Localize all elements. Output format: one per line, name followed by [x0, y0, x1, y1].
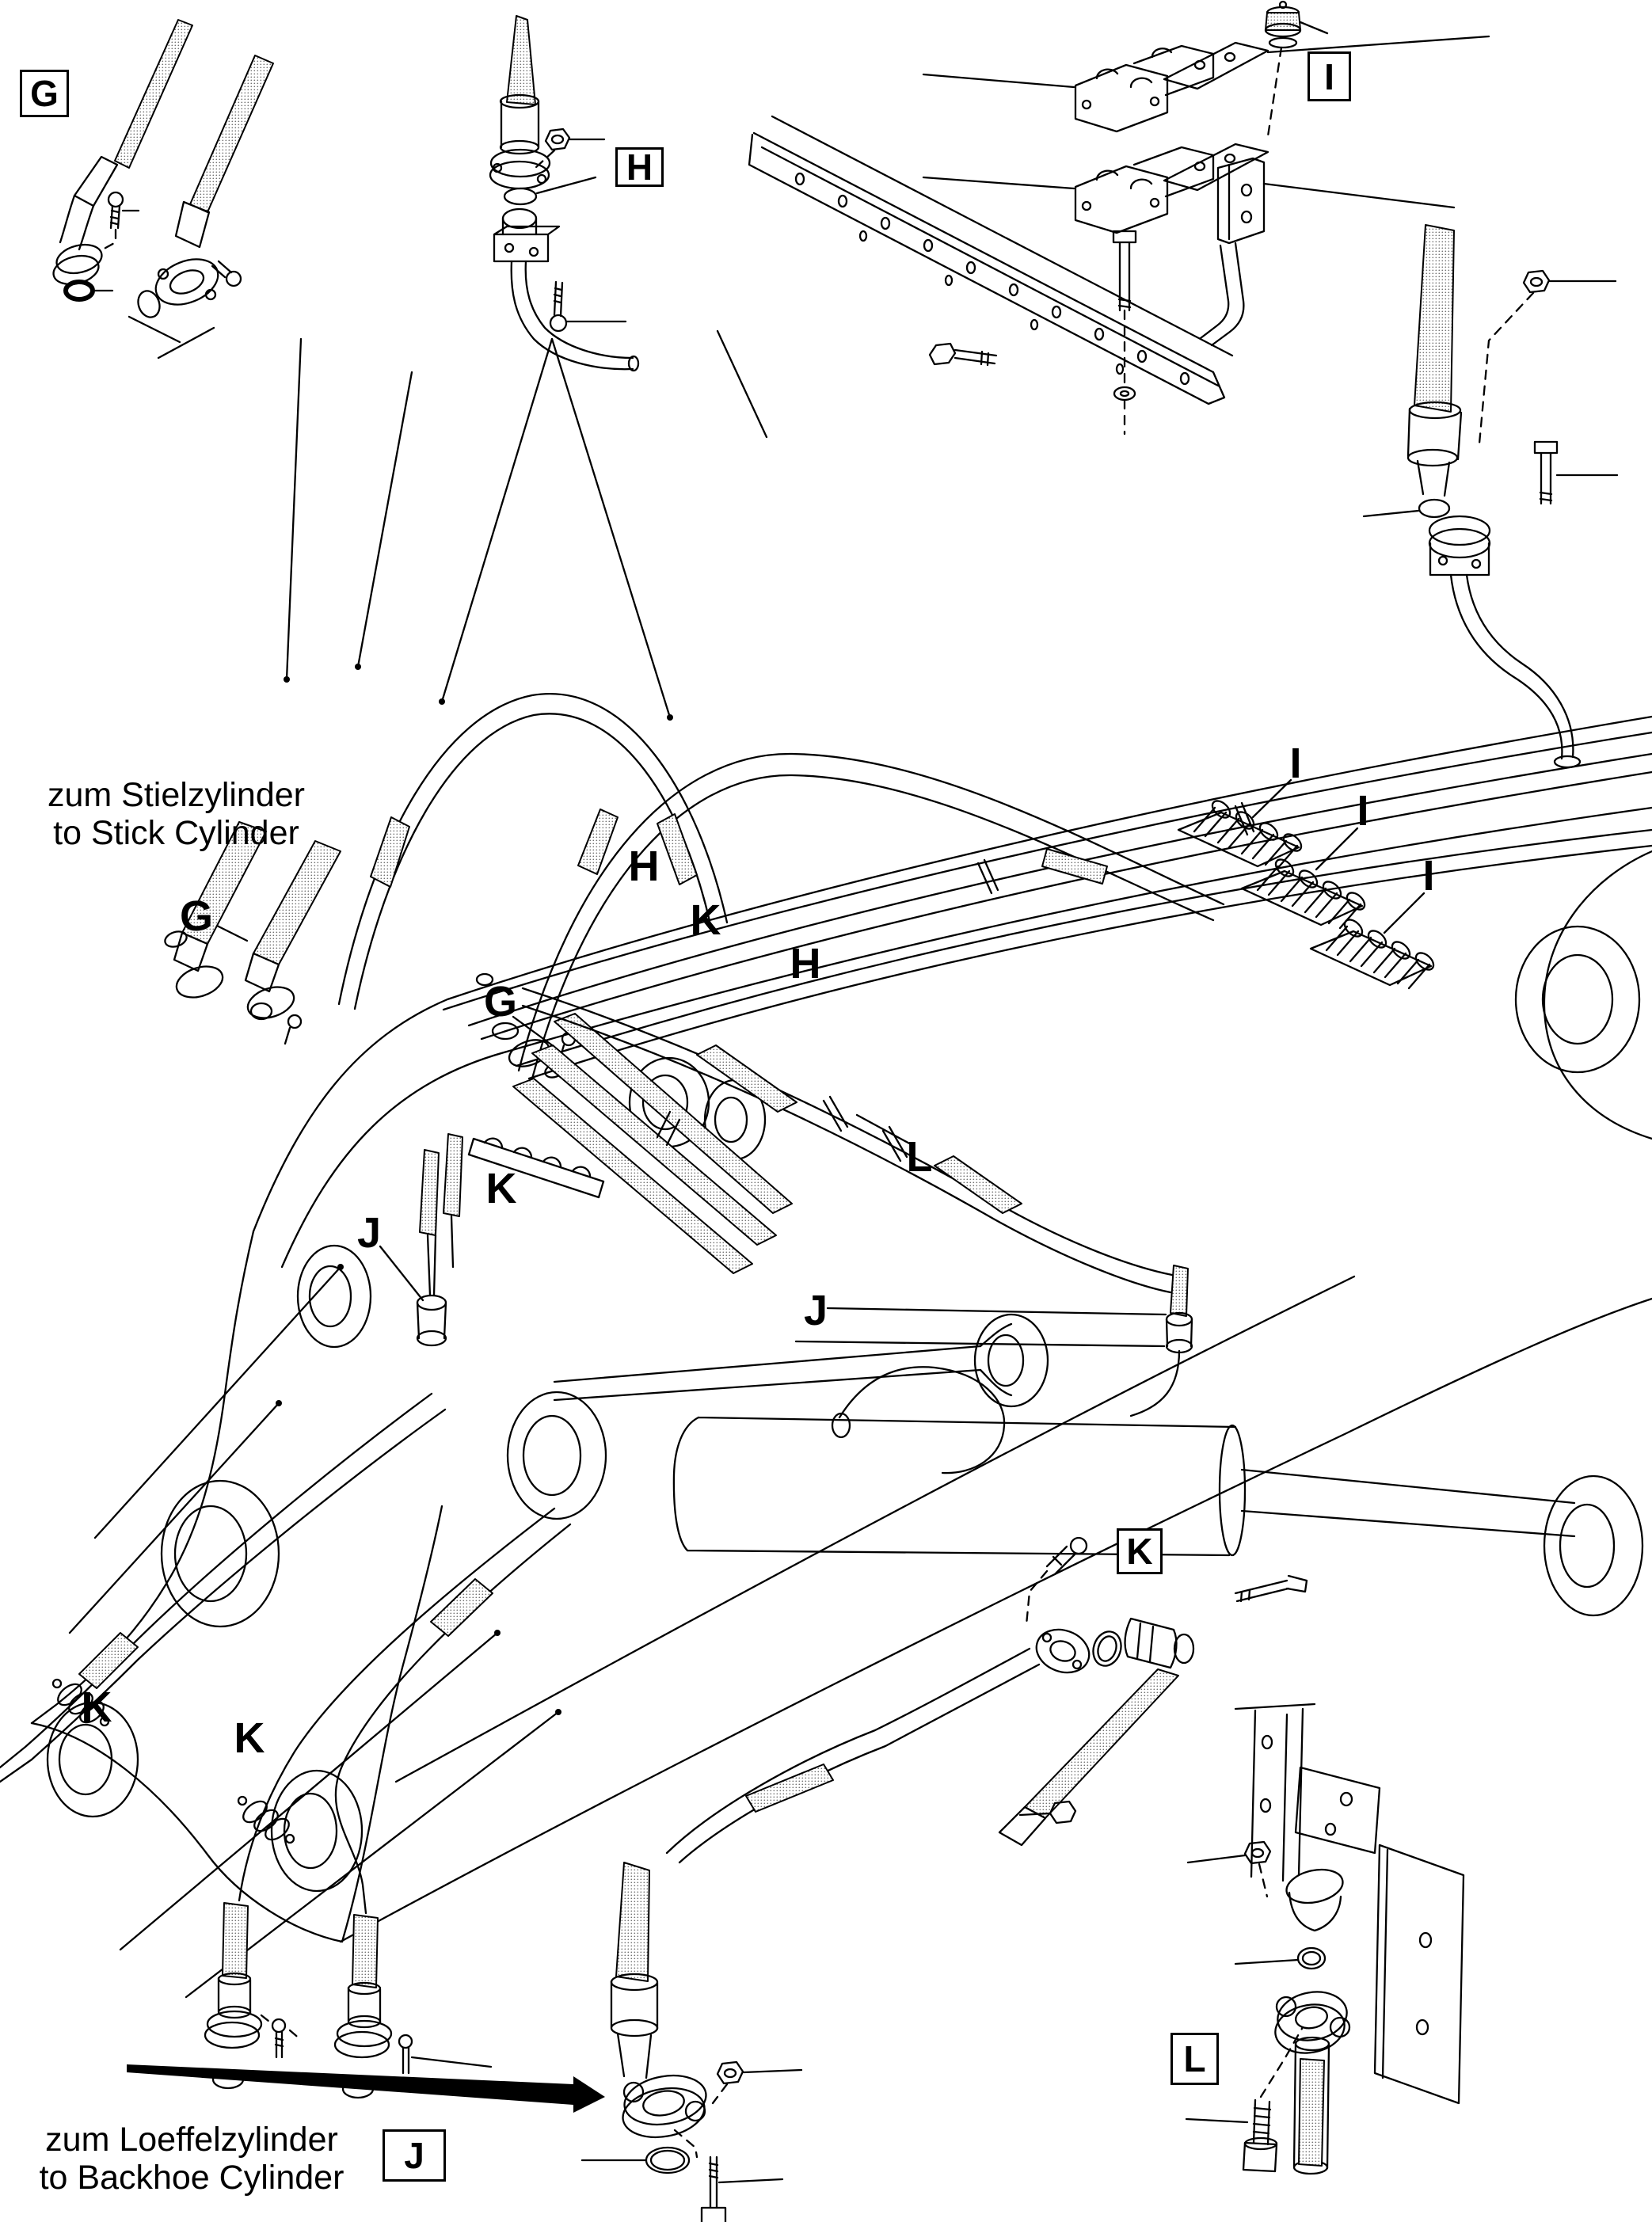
callout-k-foot-clamp-1: K: [81, 1684, 112, 1731]
detail-box-l-letter: L: [1183, 2038, 1206, 2079]
detail-box-g: [20, 70, 69, 117]
note-stick-cylinder-en: to Stick Cylinder: [53, 814, 299, 853]
detail-box-l: [1170, 2033, 1219, 2085]
callout-k-clamp-bar: K: [485, 1165, 517, 1212]
detail-box-i: [1308, 51, 1351, 101]
pointer-arrow: [127, 2064, 605, 2113]
detail-box-j-letter: J: [404, 2135, 424, 2176]
boom-structure: [32, 717, 1652, 1942]
boom-cylinder: [674, 1367, 1642, 1615]
callout-g-boom-fitting: G: [483, 978, 518, 1025]
detail-box-h: [615, 147, 664, 187]
callout-h-upper: H: [628, 843, 660, 890]
callout-g-stick-hoses: G: [179, 892, 214, 940]
callout-i-manifold-3: I: [1422, 852, 1435, 900]
callout-k-bundle: K: [690, 896, 721, 944]
note-stick-cylinder: [44, 776, 309, 852]
detail-box-j: [383, 2129, 446, 2182]
note-backhoe-cylinder-en: to Backhoe Cylinder: [39, 2159, 344, 2197]
callout-l-pipes: L: [906, 1133, 933, 1181]
detail-h-hose: [490, 16, 638, 371]
callout-h-lower: H: [790, 940, 821, 987]
detail-l-pipe: [1186, 1704, 1464, 2174]
detail-i-clamps: [749, 2, 1617, 767]
note-backhoe-cylinder: [34, 2121, 349, 2197]
note-backhoe-cylinder-de: zum Loeffelzylinder: [45, 2121, 338, 2159]
j-fitting-right: [1131, 1265, 1192, 1416]
detail-g-hoses: [51, 20, 273, 358]
note-stick-cylinder-de: zum Stielzylinder: [48, 776, 305, 814]
j-fittings-left: [417, 1134, 462, 1345]
j-assembly: [582, 1649, 1039, 2222]
arch-hoses: [339, 694, 1224, 1079]
detail-box-k: [1117, 1528, 1163, 1574]
backhoe-hose-ends: [205, 1903, 491, 2098]
detail-k-coupling: [999, 1538, 1307, 1845]
stick-cylinder: [554, 1315, 1048, 1406]
callout-i-manifold-1: I: [1289, 740, 1302, 787]
callout-j-right: J: [803, 1287, 828, 1334]
detail-box-g-letter: G: [30, 73, 59, 114]
callout-k-foot-clamp-2: K: [234, 1714, 265, 1762]
detail-box-h-letter: H: [626, 146, 653, 188]
detail-box-k-letter: K: [1126, 1531, 1153, 1572]
boom-pipes: [469, 754, 1652, 1079]
callout-j-left: J: [356, 1209, 382, 1257]
detail-box-i-letter: I: [1324, 55, 1334, 97]
callout-i-manifold-2: I: [1357, 787, 1369, 835]
